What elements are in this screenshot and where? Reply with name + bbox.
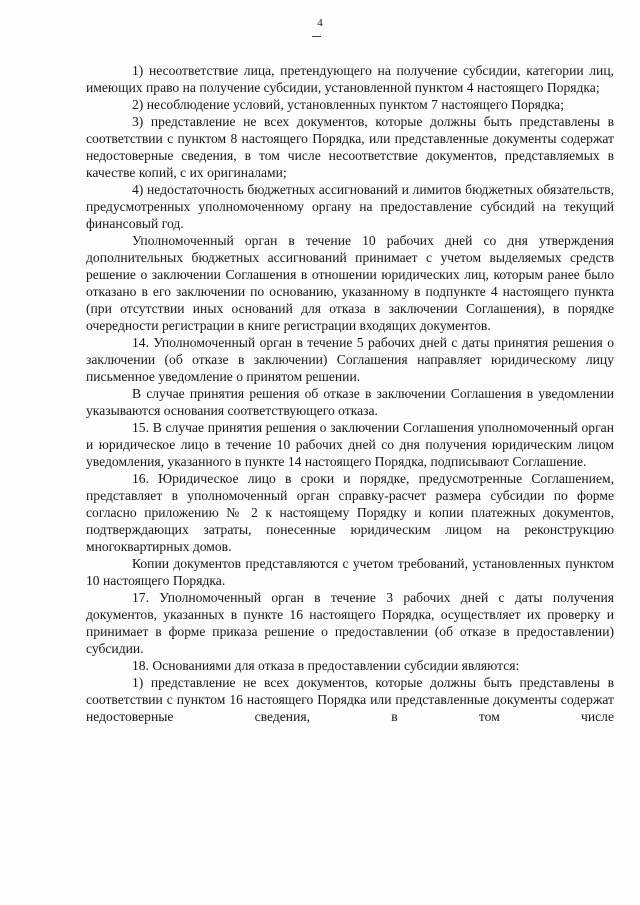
paragraph-refusal-notice: В случае принятия решения об отказе в заключении Соглашения в уведомлении указываются основания соответствующего отказа. — [86, 386, 614, 418]
paragraph-clause-18-item-1: 1) представление не всех документов, которые должны быть представлены в соответствии с пунктом 16 настоящего Порядка или представленные документы содержат недостоверные сведения, в том числе — [86, 675, 614, 724]
paragraph-clause-18: 18. Основаниями для отказа в предоставлении субсидии являются: — [132, 658, 520, 673]
paragraph-item-3: 3) представление не всех документов, которые должны быть представлены в соответствии с пунктом 8 настоящего Порядка, или представленные документы содержат недостоверные сведения, в том числе несоответствие документов, представляемых в качестве копий, с их оригиналами; — [86, 114, 614, 180]
document-body — [86, 62, 614, 725]
paragraph-item-4: 4) недостаточность бюджетных ассигнований и лимитов бюджетных обязательств, предусмотренных уполномоченному органу на предоставление субсидий на текущий финансовый год. — [86, 182, 614, 231]
page-number: 4 — [317, 17, 323, 29]
paragraph-item-1: 1) несоответствие лица, претендующего на получение субсидии, категории лиц, имеющих право на получение субсидии, установленной пунктом 4 настоящего Порядка; — [86, 63, 614, 95]
paragraph-clause-16: 16. Юридическое лицо в сроки и порядке, предусмотренные Соглашением, представляет в уполномоченный орган справку-расчет размера субсидии по форме согласно приложению № 2 к настоящему Порядку и копии платежных документов, подтверждающих затраты, понесенные юридическим лицом на реконструкцию многоквартирных домов. — [86, 471, 614, 554]
header-dash — [312, 36, 321, 37]
paragraph-item-2: 2) несоблюдение условий, установленных пунктом 7 настоящего Порядка; — [132, 97, 564, 112]
paragraph-clause-15: 15. В случае принятия решения о заключении Соглашения уполномоченный орган и юридическое лицо в течение 10 рабочих дней со дня получения юридическим лицом уведомления, указанного в пункте 14 настоящего Порядка, подписывают Соглашение. — [86, 420, 614, 469]
paragraph-copies-requirements: Копии документов представляются с учетом требований, установленных пунктом 10 настоящего Порядка. — [86, 556, 614, 588]
paragraph-additional-allocations: Уполномоченный орган в течение 10 рабочих дней со дня утверждения дополнительных бюджетных ассигнований принимает с учетом выделяемых средств решение о заключении Соглашения в отношении юридических лиц, которым ранее было отказано в его заключении по основанию, указанному в подпункте 4 настоящего пункта (при отсутствии иных оснований для отказа в заключении Соглашения), в порядке очередности регистрации в книге регистрации входящих документов. — [86, 233, 614, 333]
paragraph-clause-17: 17. Уполномоченный орган в течение 3 рабочих дней с даты получения документов, указанных в пункте 16 настоящего Порядка, осуществляет их проверку и принимает в форме приказа решение о предоставлении (об отказе в предоставлении) субсидии. — [86, 590, 614, 656]
paragraph-clause-14: 14. Уполномоченный орган в течение 5 рабочих дней с даты принятия решения о заключении (об отказе в заключении) Соглашения направляет юридическому лицу письменное уведомление о принятом решении. — [86, 335, 614, 384]
